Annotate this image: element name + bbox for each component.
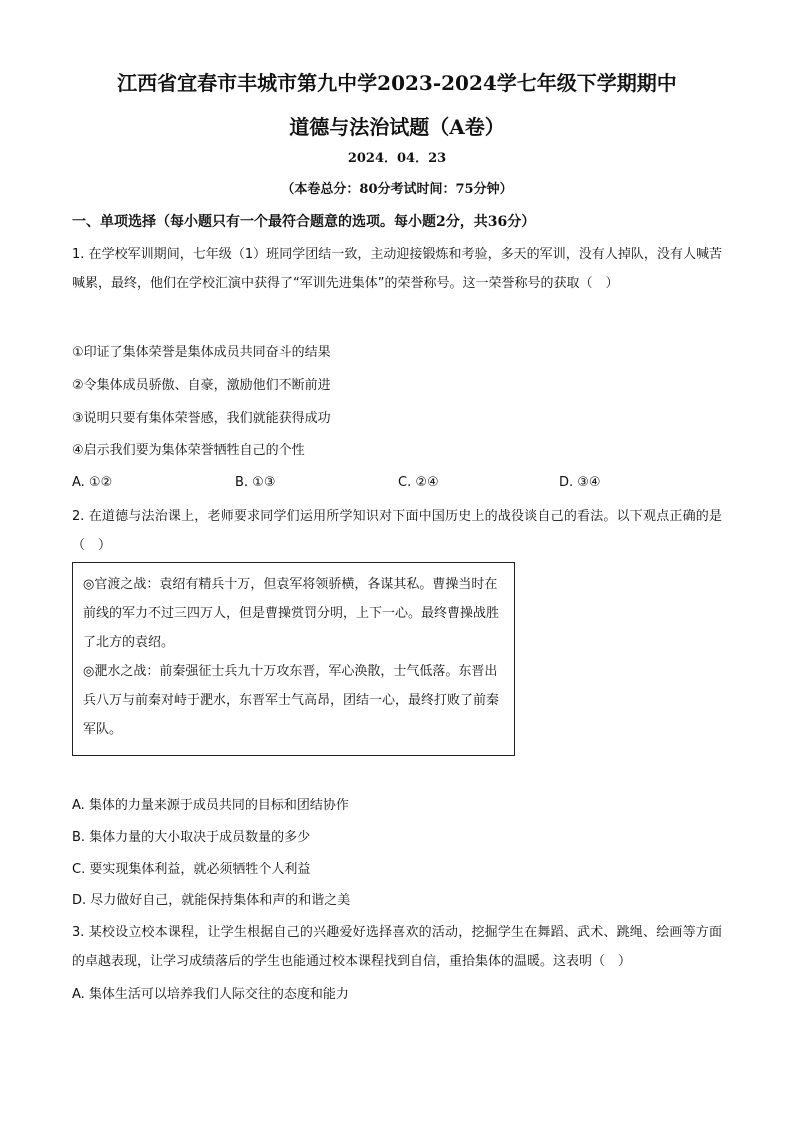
question-1-option-a[interactable]: A. ①② xyxy=(72,475,113,490)
exam-note: （本卷总分：80分考试时间：75分钟） xyxy=(281,182,513,197)
question-2-option-b[interactable]: B. 集体力量的大小取决于成员数量的多少 xyxy=(72,830,311,845)
question-1-item-3: ③说明只要有集体荣誉感，我们就能获得成功 xyxy=(72,411,331,426)
question-1-option-b[interactable]: B. ①③ xyxy=(235,475,276,490)
question-3-option-a[interactable]: A. 集体生活可以培养我们人际交往的态度和能力 xyxy=(72,987,349,1002)
exam-title-line2: 道德与法治试题（A卷） xyxy=(289,115,505,139)
question-2-stem: 2. 在道德与法治课上，老师要求同学们运用所学知识对下面中国历史上的战役谈自己的看法。以下观点正确的是（ ） xyxy=(72,509,722,553)
question-3-stem: 3. 某校设立校本课程，让学生根据自己的兴趣爱好选择喜欢的活动，挖掘学生在舞蹈、武术、跳绳、绘画等方面的卓越表现，让学习成绩落后的学生也能通过校本课程找到自信，重拾集体的温暖。这表明（ ） xyxy=(72,925,722,969)
question-1-item-2: ②令集体成员骄傲、自豪，激励他们不断前进 xyxy=(72,378,331,393)
question-1-option-c[interactable]: C. ②④ xyxy=(398,475,439,490)
question-2-option-a[interactable]: A. 集体的力量来源于成员共同的目标和团结协作 xyxy=(72,798,349,813)
question-1-item-4: ④启示我们要为集体荣誉牺牲自己的个性 xyxy=(72,443,305,458)
material-feishui: ◎淝水之战：前秦强征士兵九十万攻东晋，军心涣散，士气低落。东晋出兵八万与前秦对峙于淝水，东晋军士气高昂，团结一心，最终打败了前秦军队。 xyxy=(83,664,500,737)
material-guandu: ◎官渡之战：袁绍有精兵十万，但袁军将领骄横，各谋其私。曹操当时在前线的军力不过三四万人，但是曹操赏罚分明，上下一心。最终曹操战胜了北方的袁绍。 xyxy=(83,577,500,650)
question-1-item-1: ①印证了集体荣誉是集体成员共同奋斗的结果 xyxy=(72,345,331,360)
question-1-stem: 1. 在学校军训期间，七年级（1）班同学团结一致，主动迎接锻炼和考验，多天的军训，没有人掉队，没有人喊苦喊累，最终，他们在学校汇演中获得了“军训先进集体”的荣誉称号。这一荣誉称号的获取（ ） xyxy=(72,247,722,291)
exam-title-line1: 江西省宜春市丰城市第九中学2023-2024学七年级下学期期中 xyxy=(117,71,677,95)
question-1-option-d[interactable]: D. ③④ xyxy=(559,475,601,490)
question-2-material-box xyxy=(72,562,515,756)
question-2-option-d[interactable]: D. 尽力做好自己，就能保持集体和声的和谐之美 xyxy=(72,893,351,908)
exam-date: 2024．04．23 xyxy=(347,151,447,166)
section-heading: 一、单项选择（每小题只有一个最符合题意的选项。每小题2分，共36分） xyxy=(72,214,536,230)
question-2-option-c[interactable]: C. 要实现集体利益，就必须牺牲个人利益 xyxy=(72,862,311,877)
question-1-options xyxy=(72,473,722,493)
